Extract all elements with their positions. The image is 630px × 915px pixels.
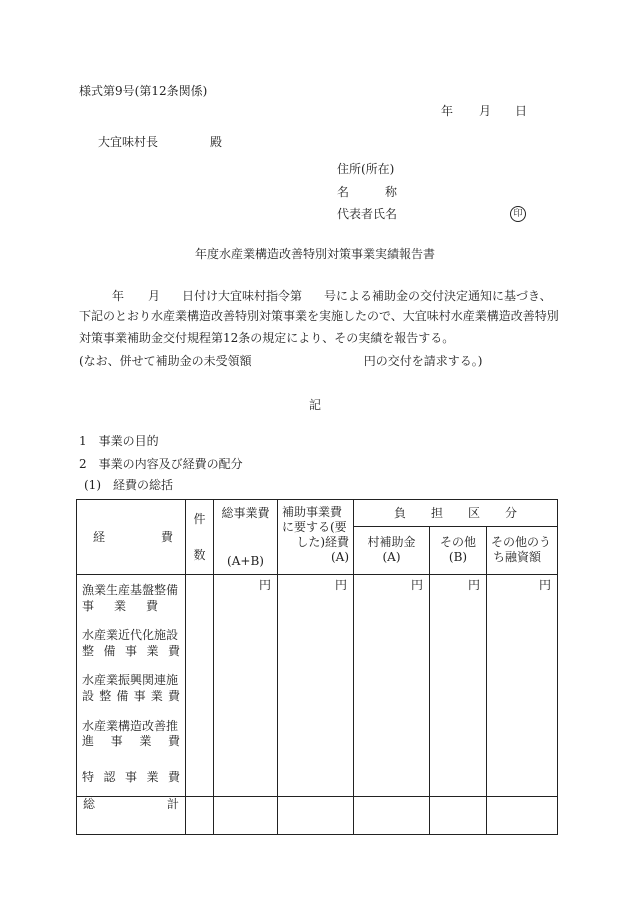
category-list — [77, 575, 186, 797]
other-cell: 円 — [430, 575, 487, 797]
total-village-subsidy-cell — [354, 797, 430, 835]
subsidy-target-cell: 円 — [278, 575, 354, 797]
category-item: 特 認 事 業 費 — [82, 769, 180, 784]
total-count-cell — [186, 797, 214, 835]
expense-summary-table — [76, 499, 558, 835]
count-cell — [186, 575, 214, 797]
other-loan-cell: 円 — [487, 575, 558, 797]
header-subsidy-target: 補助事業費 に要する(要 した)経費 (A) — [278, 500, 354, 575]
table-row-total — [77, 797, 558, 835]
form-number: 様式第9号(第12条関係) — [79, 84, 208, 98]
header-burden: 負 担 区 分 — [354, 500, 558, 527]
date-line — [441, 105, 527, 117]
total-subsidy-target-cell — [278, 797, 354, 835]
sender-address: 住所(所在) — [337, 162, 395, 176]
date-day: 日 — [515, 104, 528, 118]
category-item: 水産業構造改善推 進 事 業 費 — [82, 718, 180, 749]
seal-mark: 印 — [510, 206, 526, 222]
date-year: 年 — [441, 104, 454, 118]
addressee-honorific: 殿 — [210, 135, 223, 149]
category-item: 漁業生産基盤整備 事 業 費 — [82, 583, 179, 613]
category-item: 水産業近代化施設 整 備 事 業 費 — [82, 628, 180, 658]
total-other-cell — [430, 797, 487, 835]
sender-name: 名 称 — [337, 185, 398, 199]
ki-heading: 記 — [308, 398, 321, 412]
item-1: 1 事業の目的 — [79, 434, 159, 448]
item-2-sub: (1) 経費の総括 — [84, 478, 173, 492]
category-item: 水産業振興関連施 設 整 備 事 業 費 — [82, 673, 180, 703]
item-2: 2 事業の内容及び経費の配分 — [79, 457, 243, 471]
date-month: 月 — [479, 104, 492, 118]
total-cost-cell: 円 — [214, 575, 278, 797]
body-line-1: 年 月 日付け大宜味村指令第 号による補助金の交付決定通知に基づき、 — [112, 289, 552, 303]
header-village-subsidy: 村補助金 (A) — [354, 527, 430, 575]
header-other: その他 (B) — [430, 527, 487, 575]
addressee-name: 大宜味村長 — [98, 135, 159, 149]
body-line-3: 対策事業補助金交付規程第12条の規定により、その実績を報告する。 — [79, 331, 455, 345]
total-total-cost-cell — [214, 797, 278, 835]
header-total-cost: 総事業費 (A+B) — [214, 500, 278, 575]
table-row-categories — [77, 575, 558, 797]
body-line-4: (なお、併せて補助金の未受領額 円の交付を請求する。) — [79, 354, 483, 368]
header-count: 件 数 — [186, 500, 214, 575]
body-line-2: 下記のとおり水産業構造改善特別対策事業を実施したので、大宜味村水産業構造改善特別 — [79, 309, 559, 323]
total-other-loan-cell — [487, 797, 558, 835]
document-title: 年度水産業構造改善特別対策事業実績報告書 — [194, 247, 435, 261]
sender-representative: 代表者氏名 — [337, 207, 398, 221]
village-subsidy-cell: 円 — [354, 575, 430, 797]
header-expense: 経 費 — [77, 500, 186, 575]
total-label-cell: 総 計 — [77, 797, 186, 835]
addressee — [98, 136, 222, 148]
header-other-loan: その他のう ち融資額 — [487, 527, 558, 575]
